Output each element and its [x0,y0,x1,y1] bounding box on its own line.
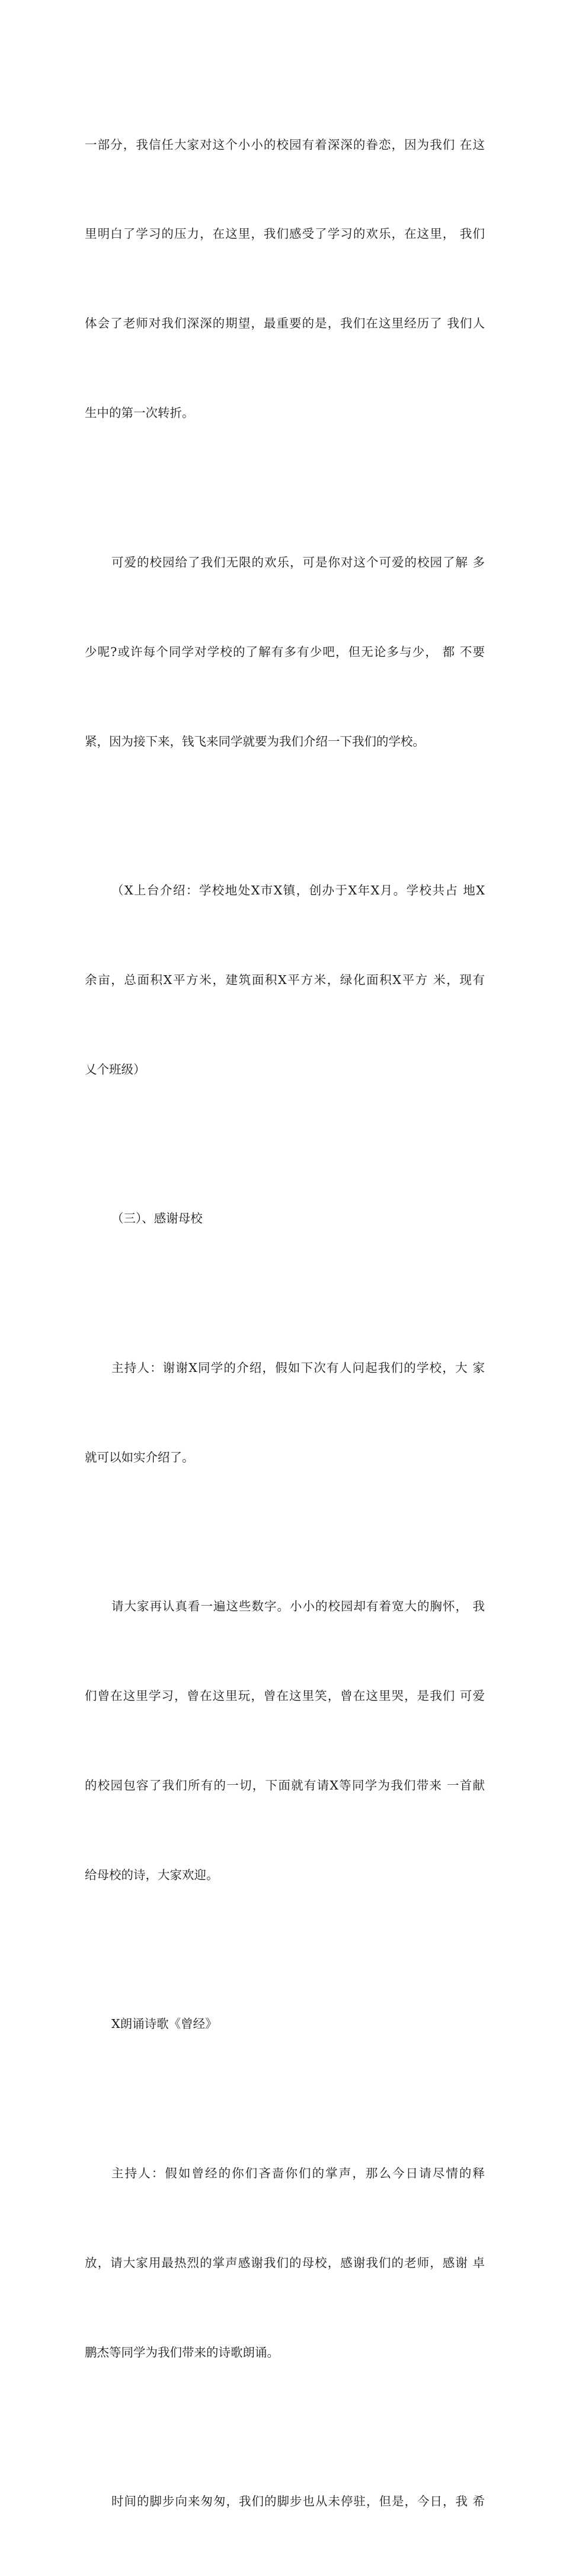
text-line: 给母校的诗，大家欢迎。 [85,1867,219,1882]
paragraph-2 [85,488,485,816]
text-line: 紧，因为接下来，钱飞来同学就要为我们介绍一下我们的学校。 [85,734,425,749]
text-line: 的校园包容了我们所有的一切，下面就有请X等同学为我们带来 一首献 [85,1778,485,1792]
text-line: 乂个班级） [85,1062,146,1077]
text-line: 们曾在这里学习，曾在这里玩，曾在这里笑，曾在这里哭，是我们 可爱 [85,1689,485,1703]
paragraph-6 [85,1950,485,2099]
text-line: 主持人：假如曾经的你们吝啬你们的掌声，那么今日请尽情的释 [111,2166,485,2180]
paragraph-8 [85,2427,485,2575]
paragraph-1 [85,70,485,488]
text-line: 余亩，总面积X平方米，建筑面积X平方米，绿化面积X平方 米，现有 [85,972,485,987]
text-line: 少呢?或许每个同学对学校的了解有多有少吧，但无论多与少， 都 不要 [85,644,485,659]
section-heading [85,1144,485,1293]
text-line: 时间的脚步向来匆匆，我们的脚步也从未停驻，但是，今日，我 希 [111,2494,485,2509]
text-line: 体会了老师对我们深深的期望，最重要的是，我们在这里经历了 我们人 [85,316,485,331]
paragraph-5 [85,1532,485,1950]
paragraph-7 [85,2099,485,2427]
text-line: 鹏杰等同学为我们带来的诗歌朗诵。 [85,2345,279,2360]
text-line: 可爱的校园给了我们无限的欢乐，可是你对这个可爱的校园了解 多 [111,555,485,569]
text-line: 就可以如实介绍了。 [85,1450,194,1464]
text-line: （X上台介绍：学校地处X市X镇，创办于X年X月。学校共占 地X [111,883,485,898]
text-line: 主持人：谢谢X同学的介绍，假如下次有人问起我们的学校，大 家 [111,1360,485,1375]
text-line: 一部分，我信任大家对这个小小的校园有着深深的眷恋，因为我们 在这 [85,137,485,152]
text-line: 放，请大家用最热烈的掌声感谢我们的母校，感谢我们的老师，感谢 卓 [85,2255,485,2270]
text-line: 里明白了学习的压力，在这里，我们感受了学习的欢乐，在这里， 我们 [85,227,485,241]
text-line: 请大家再认真看一遍这些数字。小小的校园却有着宽大的胸怀， 我 [111,1599,485,1614]
document-body [85,70,485,2576]
paragraph-3 [85,816,485,1144]
text-line: 生中的第一次转折。 [85,406,194,421]
heading-line: （三）、感谢母校 [111,1211,203,1226]
text-line: X朗诵诗歌《曾经》 [111,2017,217,2031]
paragraph-4 [85,1293,485,1531]
